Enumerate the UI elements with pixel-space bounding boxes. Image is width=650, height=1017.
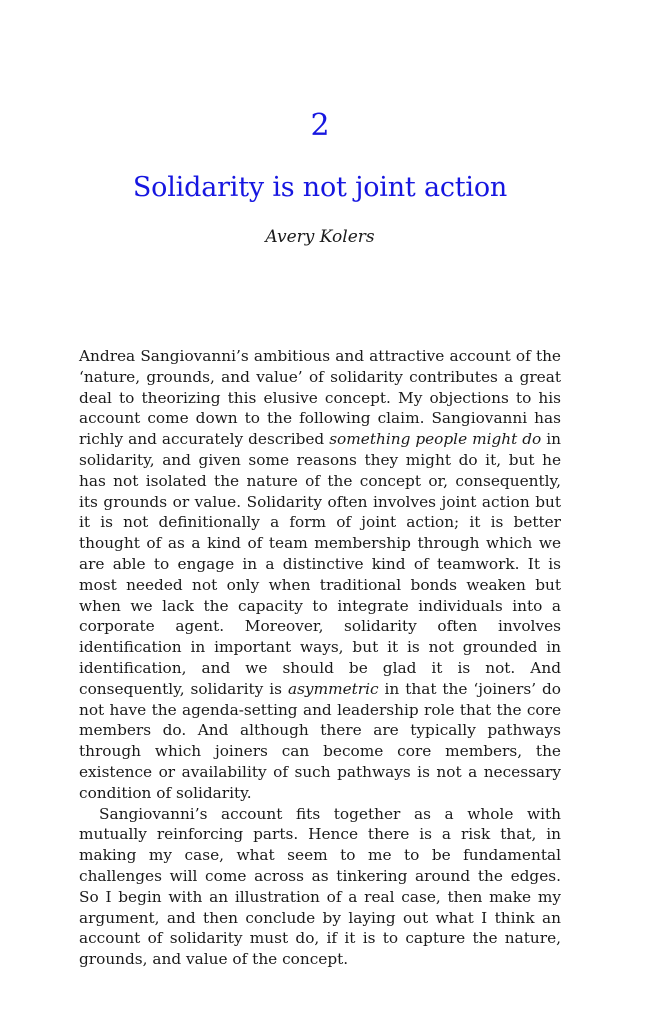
text-segment: in that the ‘joiners’ do not have the agenda-setting and leadership role that the core members do. And although there are typically pathways through which joiners can become core members, the existence or availability of such pathways is not a necessary condition of solidarity.: [79, 679, 562, 802]
chapter-title: Solidarity is not joint action: [132, 172, 508, 203]
text-segment: Sangiovanni’s account fits together as a whole with mutually reinforcing parts. Hence there is a risk that, in making my case, what seem to me to be fundamental challenges will come across as tinkering around the edges. So I begin with an illustration of a real case, then make my argument, and then conclude by laying out what I think an account of solidarity must do, if it is to capture the nature, grounds, and value of the concept.: [79, 804, 561, 969]
chapter-body: [79, 346, 561, 970]
text-segment: in solidarity, and given some reasons they might do it, but he has not isolated the nature of the concept or, consequently, its grounds or value. Solidarity often involves joint action but it is not definitionally a form of joint action; it is better thought of as a kind of team membership through which we are able to engage in a distinctive kind of teamwork. It is most needed not only when traditional bonds weaken but when we lack the capacity to integrate individuals into a corporate agent. Moreover, solidarity often involves identification in important ways, but it is not grounded in identification, and we should be glad it is not. And consequently, solidarity is: [79, 430, 561, 698]
chapter-author: Avery Kolers: [265, 227, 375, 247]
italic-segment: asymmetric: [287, 679, 379, 698]
chapter-number: 2: [310, 108, 330, 143]
italic-segment: something people might do: [329, 430, 542, 449]
text-segment: Andrea Sangiovanni’s ambitious and attractive account of the ‘nature, grounds, and value’ of solidarity contributes a great deal to theorizing this elusive concept. My objections to his account come down to the following claim. Sangiovanni has richly and accurately described: [79, 347, 561, 449]
paragraph-2: [79, 804, 561, 970]
paragraph-1: [79, 346, 561, 804]
